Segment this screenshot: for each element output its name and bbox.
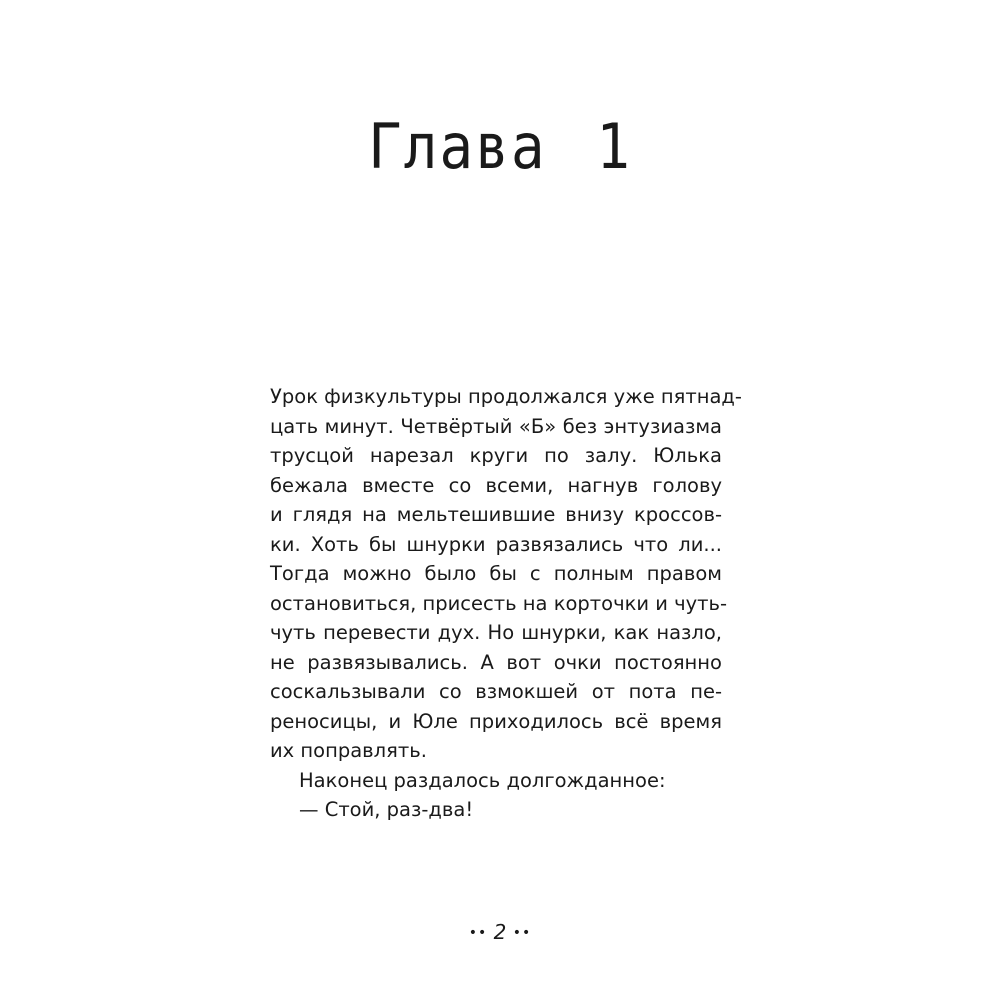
page-number-value: 2: [493, 920, 507, 944]
text-line: Урок физкультуры продолжался уже пятнад-: [270, 385, 742, 408]
text-line: Тогда можно было бы с полным правом: [270, 562, 722, 585]
chapter-text: [270, 382, 742, 825]
text-line: ки. Хоть бы шнурки развязались что ли...: [270, 532, 722, 556]
text-line: трусцой нарезал круги по залу. Юлька: [270, 444, 722, 467]
text-line: чуть перевести дух. Но шнурки, как назло,: [270, 621, 722, 644]
text-line: соскальзывали со взмокшей от пота пе-: [270, 680, 722, 703]
page-number: [0, 918, 1000, 947]
text-line: остановиться, присесть на корточки и чуть-: [270, 591, 728, 615]
text-line: и глядя на мельтешившие внизу кроссов-: [270, 503, 722, 526]
text-line: бежала вместе со всеми, нагнув голову: [270, 473, 722, 497]
chapter-title: Глава 1: [367, 111, 632, 184]
dialogue-line: — Стой, раз-два!: [299, 798, 474, 821]
text-line: реносицы, и Юле приходилось всё время: [270, 709, 722, 733]
text-line: Наконец раздалось долгожданное:: [299, 768, 666, 792]
text-line: цать минут. Четвёртый «Б» без энтузиазма: [270, 414, 722, 438]
text-line: их поправлять.: [270, 739, 427, 762]
text-line: не развязывались. А вот очки постоянно: [270, 650, 722, 674]
page-number-dots-right: ••: [512, 925, 532, 941]
page-number-dots-left: ••: [468, 925, 488, 941]
